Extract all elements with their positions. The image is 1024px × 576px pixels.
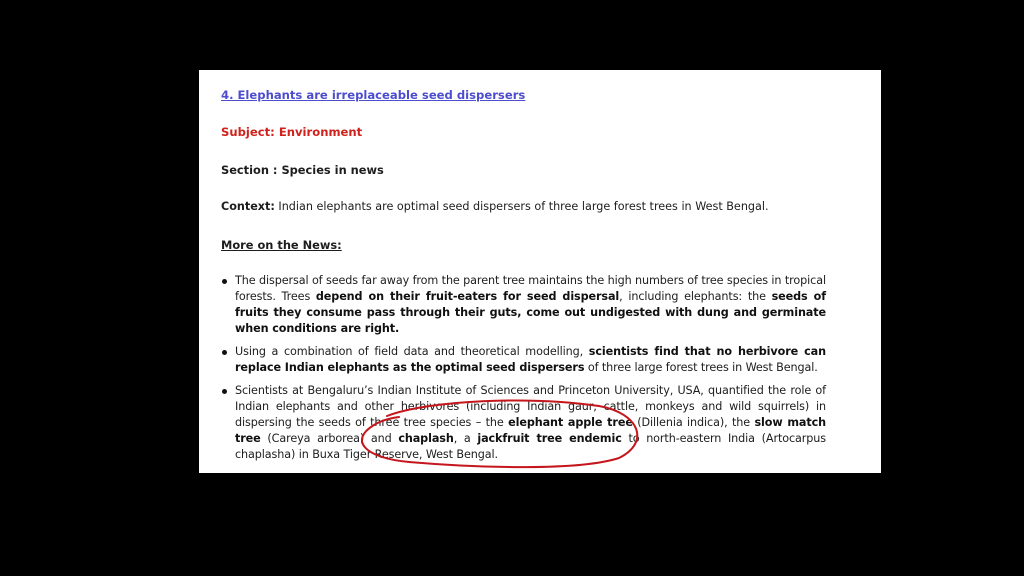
context-text: Indian elephants are optimal seed dispersers of three large forest trees in West Bengal. <box>274 200 769 213</box>
text-run: , a <box>453 432 478 445</box>
news-bullet-list <box>221 273 826 463</box>
text-run: The dispersal of seeds far away from the parent tree maintains the high numbers of tree species in tropical forests. Trees <box>235 274 826 303</box>
bold-phrase: elephant apple tree <box>508 416 633 429</box>
document-page <box>199 70 881 473</box>
section-line: Section : Species in news <box>221 163 384 177</box>
text-run: , including elephants: the <box>619 290 772 303</box>
context-paragraph <box>221 199 769 215</box>
text-run: of three large forest trees in West Bengal. <box>584 361 818 374</box>
text-run: (Careya arborea) and <box>260 432 399 445</box>
text-run: (Dillenia indica), the <box>632 416 755 429</box>
bold-phrase: jackfruit tree endemic <box>477 432 622 445</box>
bullet-item <box>221 344 826 376</box>
bold-phrase: scientists find that no herbivore can replace Indian elephants as the optimal seed dispersers <box>235 345 826 374</box>
article-title-link[interactable]: 4. Elephants are irreplaceable seed dispersers <box>221 88 526 102</box>
text-run: Scientists at Bengaluru’s Indian Institute of Sciences and Princeton University, USA, quantified the role of Indian elephants and other herbivores (including Indian gaur, cattle, monkeys and wild squirrels) in dispersing the seeds of three tree species – the <box>235 384 826 429</box>
text-run: Using a combination of field data and theoretical modelling, <box>235 345 589 358</box>
text-run: to north-eastern India (Artocarpus chaplasha) in Buxa Tiger Reserve, West Bengal. <box>235 432 827 461</box>
article-content <box>221 87 827 461</box>
bold-phrase: slow match tree <box>235 416 827 445</box>
bold-phrase: seeds of fruits they consume pass through their guts, come out undigested with dung and germinate when conditions are right. <box>235 290 827 335</box>
context-label: Context: <box>221 200 275 213</box>
bullet-item <box>221 273 826 337</box>
subject-line: Subject: Environment <box>221 125 363 139</box>
more-on-news-heading: More on the News: <box>221 238 342 252</box>
bullet-item <box>221 383 826 463</box>
bold-phrase: depend on their fruit-eaters for seed dispersal <box>315 290 620 303</box>
bold-phrase: chaplash <box>398 432 454 445</box>
